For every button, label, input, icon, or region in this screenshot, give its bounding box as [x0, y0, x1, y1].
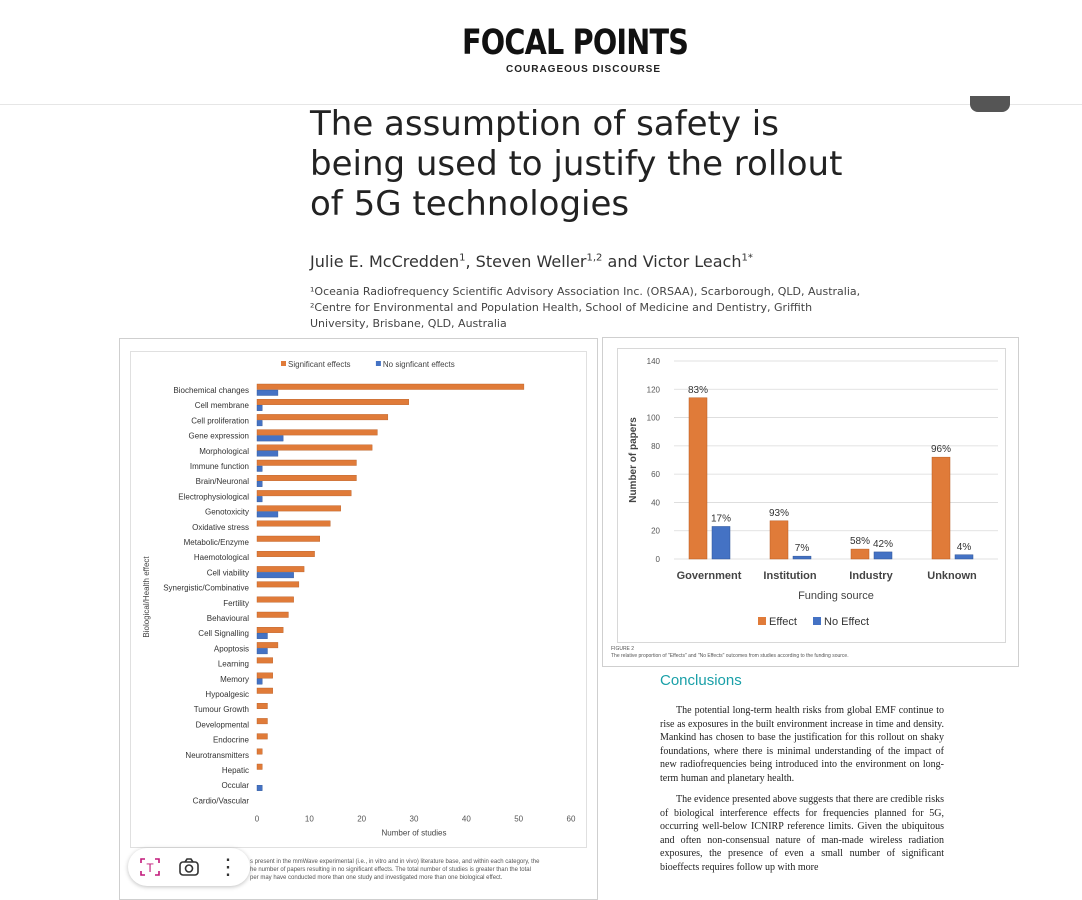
bar-no-effect	[955, 555, 973, 559]
bar-data-label: 17%	[710, 513, 732, 525]
bar-significant	[257, 551, 315, 557]
legend-label: Effect	[769, 616, 797, 628]
conclusions-paragraph: The evidence presented above suggests that there are credible risks of biological interference effects for frequencies planned for 5G, occurring well-below ICNIRP reference limits. Given the ubiquitous and often non-consensual nature of man-made wireless radiation exposures, the presence of even a small number of significant bioeffects requires follow up with more	[660, 794, 944, 873]
x-tick-label: Industry	[849, 570, 893, 582]
bar-significant	[257, 597, 294, 603]
bar-not-significant	[257, 648, 267, 654]
bar-not-significant	[257, 451, 278, 457]
text-scan-icon[interactable]	[138, 856, 162, 878]
bar-not-significant	[257, 420, 262, 426]
category-label: Behavioural	[206, 614, 249, 623]
bar-significant	[257, 506, 341, 512]
x-tick-label: 40	[461, 814, 471, 824]
funding-bar-chart	[618, 349, 1005, 642]
category-label: Morphological	[199, 446, 249, 456]
article-title: The assumption of safety is being used to justify the rollout of 5G technologies	[310, 104, 843, 224]
x-tick-label: 20	[357, 814, 367, 824]
bar-data-label: 42%	[872, 538, 894, 550]
legend-swatch	[813, 617, 821, 625]
bar-not-significant	[257, 481, 262, 487]
bar-no-effect	[874, 552, 892, 559]
bar-significant	[257, 642, 278, 648]
bar-not-significant	[257, 436, 283, 442]
figure-2-caption-label: FIGURE 2	[611, 646, 635, 652]
x-tick-label: Government	[676, 570, 742, 582]
category-label: Occular	[221, 781, 249, 791]
logo-main-text: FOCAL POINTS	[462, 23, 689, 63]
article-affiliation: ¹Oceania Radiofrequency Scientific Advisory Association Inc. (ORSAA), Scarborough, QLD, Australia, ²Centre for Environmental and Population Health, School of Medicine and Dentistry, Griffith University, Brisbane, QLD, Australia	[310, 285, 861, 330]
category-label: Endocrine	[212, 735, 249, 745]
category-label: Metabolic/Enzyme	[183, 538, 249, 547]
x-tick-label: Institution	[763, 570, 817, 582]
category-label: Electrophysiological	[178, 492, 249, 502]
y-tick-label: 20	[651, 526, 660, 536]
y-axis-label: Number of papers	[628, 417, 639, 503]
bar-significant	[257, 460, 356, 466]
bar-effect	[770, 521, 788, 559]
category-label: Apoptosis	[213, 644, 249, 654]
category-label: Immune function	[189, 462, 249, 471]
bar-not-significant	[257, 466, 262, 472]
bar-not-significant	[257, 390, 278, 396]
conclusions-body	[660, 704, 944, 882]
category-label: Genotoxicity	[204, 507, 249, 517]
category-label: Cell proliferation	[191, 416, 249, 426]
figure-1-caption-line: per may have conducted more than one study and investigated more than one biological effect.	[250, 875, 503, 881]
bar-significant	[257, 384, 524, 390]
legend-label: No signficant effects	[382, 360, 455, 369]
bar-no-effect	[712, 526, 730, 559]
x-axis-label: Number of studies	[381, 828, 447, 838]
category-label: Haemotological	[193, 553, 249, 563]
more-vertical-icon[interactable]: ⋮	[217, 854, 239, 879]
category-label: Synergistic/Combinative	[163, 583, 249, 593]
bar-data-label: 93%	[768, 507, 790, 519]
scroll-handle-button[interactable]	[970, 96, 1010, 112]
bar-not-significant	[257, 496, 262, 502]
bar-effect	[851, 549, 869, 559]
bar-significant	[257, 764, 262, 770]
bar-significant	[257, 536, 320, 542]
figure-1-caption	[250, 858, 580, 882]
bar-significant	[257, 612, 288, 618]
y-tick-label: 120	[646, 385, 660, 395]
figure-1-caption-line: he number of papers resulting in no significant effects. The total number of studies is greater than the total	[250, 867, 531, 873]
category-label: Learning	[217, 659, 249, 669]
bar-significant	[257, 718, 267, 724]
bar-significant	[257, 703, 267, 709]
category-label: Brain/Neuronal	[195, 477, 249, 487]
x-tick-label: 10	[304, 814, 314, 824]
category-label: Developmental	[195, 720, 249, 730]
bar-significant	[257, 445, 372, 451]
bar-significant	[257, 414, 388, 420]
bar-not-significant	[257, 785, 262, 791]
conclusions-heading: Conclusions	[660, 672, 742, 689]
floating-toolbar	[128, 848, 250, 886]
effects-bar-chart	[131, 352, 586, 847]
bar-effect	[689, 398, 707, 559]
x-tick-label: 50	[514, 814, 524, 824]
figure-1-frame	[130, 351, 587, 848]
y-tick-label: 60	[651, 470, 660, 480]
category-label: Oxidative stress	[192, 522, 249, 532]
bar-significant	[257, 582, 299, 588]
y-tick-label: 100	[646, 413, 660, 423]
site-header	[0, 0, 1082, 105]
bar-significant	[257, 566, 304, 572]
x-tick-label: 30	[409, 814, 419, 824]
figure-2-caption	[611, 646, 849, 660]
bar-significant	[257, 521, 330, 527]
y-tick-label: 40	[651, 498, 660, 508]
bar-effect	[932, 457, 950, 559]
legend-swatch	[376, 361, 381, 366]
category-label: Cell membrane	[194, 401, 249, 411]
y-tick-label: 0	[655, 555, 660, 564]
conclusions-paragraph: The potential long-term health risks from global EMF continue to rise as exposures in the built environment increase in time and density. Mankind has chosen to base the justification for this rollout on shaky foundations, where there is minimal understanding of the impact of new radiofrequencies being introduced into the environment on long-term human and planetary health.	[660, 705, 944, 784]
bar-not-significant	[257, 633, 267, 639]
y-tick-label: 140	[646, 357, 660, 366]
legend-swatch	[281, 361, 286, 366]
legend-label: Significant effects	[288, 360, 351, 369]
bar-not-significant	[257, 405, 262, 411]
y-axis-label: Biological/Health effect	[142, 556, 151, 638]
bar-significant	[257, 673, 273, 679]
category-label: Fertility	[223, 598, 249, 608]
bar-significant	[257, 688, 273, 694]
category-label: Hepatic	[221, 766, 249, 775]
legend-swatch	[758, 617, 766, 625]
bar-not-significant	[257, 512, 278, 517]
bar-significant	[257, 749, 262, 755]
bar-significant	[257, 490, 351, 496]
x-tick-label: Unknown	[927, 570, 977, 582]
category-label: Cardio/Vascular	[192, 796, 249, 806]
logo-tagline: COURAGEOUS DISCOURSE	[506, 64, 662, 75]
bar-significant	[257, 430, 377, 436]
bar-significant	[257, 658, 273, 664]
site-logo[interactable]	[462, 23, 689, 75]
category-label: Cell viability	[206, 568, 249, 578]
y-tick-label: 80	[651, 441, 660, 451]
bar-significant	[257, 475, 356, 481]
category-label: Gene expression	[188, 431, 249, 441]
legend-label: No Effect	[824, 616, 870, 628]
bar-no-effect	[793, 556, 811, 559]
bar-data-label: 4%	[956, 541, 972, 553]
figure-2-frame	[617, 348, 1006, 643]
category-label: Tumour Growth	[193, 705, 249, 715]
text-scan-glyph: T	[146, 861, 154, 875]
figure-2-caption-text: The relative proportion of "Effects" and "No Effects" outcomes from studies according to the funding source.	[611, 653, 849, 659]
category-label: Neurotransmitters	[185, 750, 249, 760]
article-authors: Julie E. McCredden$^1$, Steven Weller$^{1,2}$ and Victor Leach$^{1*}$	[310, 252, 753, 271]
x-tick-label: 60	[566, 814, 576, 824]
bar-data-label: 58%	[849, 536, 871, 548]
figure-2	[602, 337, 1019, 667]
category-label: Cell Signalling	[198, 629, 249, 639]
category-label: Memory	[220, 674, 249, 684]
camera-icon[interactable]	[177, 856, 201, 878]
figure-1	[119, 338, 598, 900]
category-label: Biochemical changes	[173, 386, 249, 395]
bar-not-significant	[257, 572, 294, 578]
bar-significant	[257, 627, 283, 633]
bar-not-significant	[257, 679, 262, 685]
bar-significant	[257, 734, 267, 740]
bar-data-label: 83%	[687, 384, 709, 396]
bar-data-label: 96%	[930, 444, 952, 456]
category-label: Hypoalgesic	[205, 690, 249, 699]
bar-data-label: 7%	[794, 543, 810, 555]
bar-significant	[257, 399, 409, 405]
figure-1-caption-line: s present in the mmWave experimental (i.e., in vitro and in vivo) literature base, and within each category, the	[250, 859, 540, 865]
x-axis-label: Funding source	[798, 590, 874, 602]
x-tick-label: 0	[254, 814, 260, 824]
